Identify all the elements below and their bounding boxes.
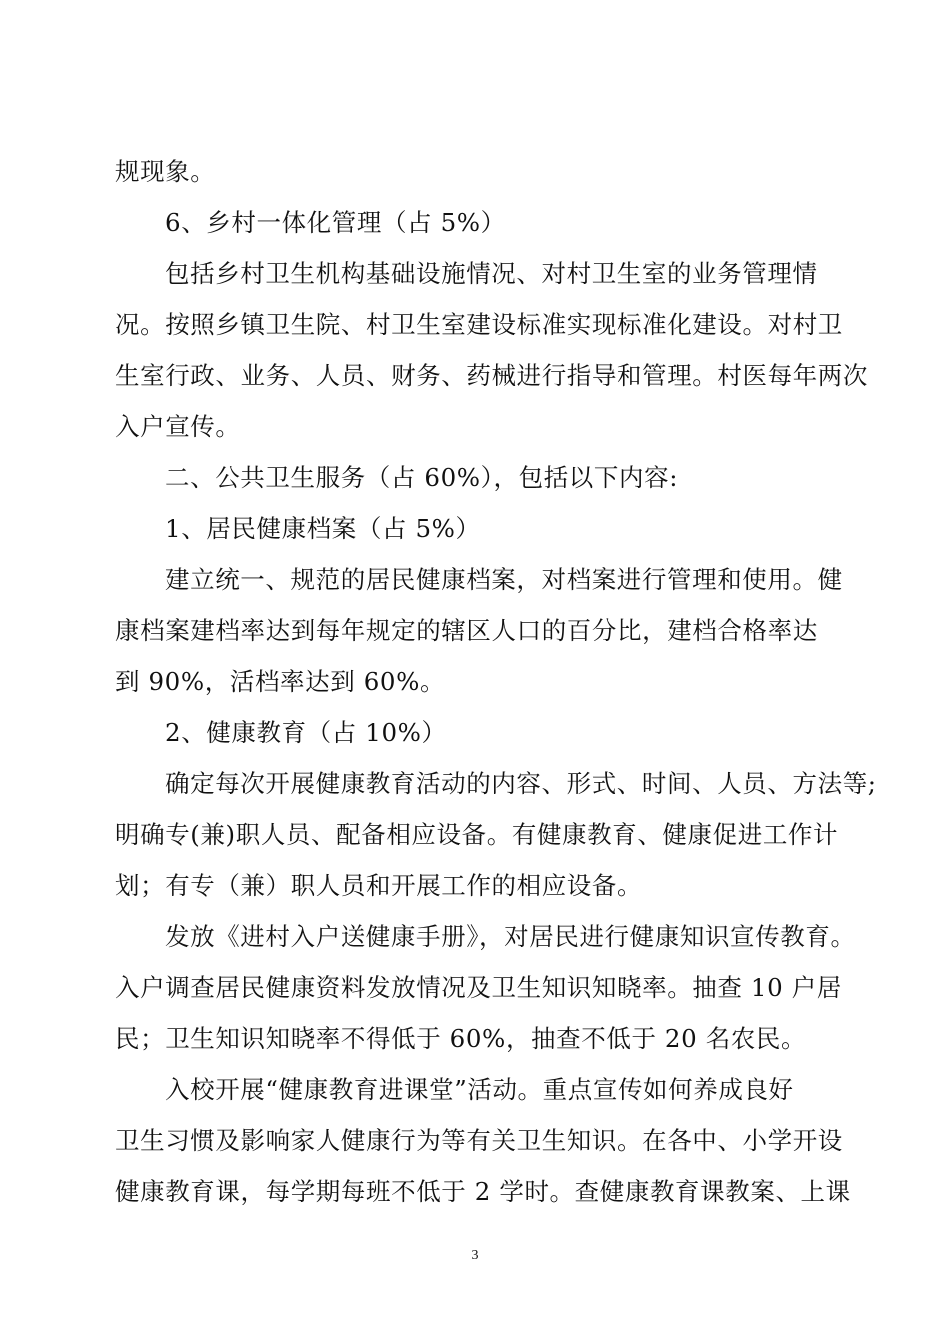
- text-line: 发放《进村入户送健康手册》，对居民进行健康知识宣传教育。: [165, 922, 856, 951]
- text-line: 卫生习惯及影响家人健康行为等有关卫生知识。在各中、小学开设: [115, 1126, 843, 1155]
- section-heading: 1、居民健康档案（占 5%）: [165, 514, 481, 543]
- section-heading: 二、公共卫生服务（占 60%），包括以下内容:: [165, 463, 679, 492]
- text-line: 健康教育课，每学期每班不低于 2 学时。查健康教育课教案、上课: [115, 1177, 851, 1206]
- text-line: 民；卫生知识知晓率不得低于 60%，抽查不低于 20 名农民。: [115, 1024, 807, 1053]
- text-line: 入户宣传。: [115, 412, 241, 441]
- section-heading: 2、健康教育（占 10%）: [165, 718, 447, 747]
- text-line: 划；有专（兼）职人员和开展工作的相应设备。: [115, 871, 643, 900]
- text-line: 确定每次开展健康教育活动的内容、形式、时间、人员、方法等;: [165, 769, 877, 798]
- section-heading: 6、乡村一体化管理（占 5%）: [165, 208, 506, 237]
- text-line: 建立统一、规范的居民健康档案，对档案进行管理和使用。健: [165, 565, 843, 594]
- text-line: 生室行政、业务、人员、财务、药械进行指导和管理。村医每年两次: [115, 361, 868, 390]
- page-number: 3: [471, 1248, 479, 1263]
- text-line: 包括乡村卫生机构基础设施情况、对村卫生室的业务管理情: [165, 259, 818, 288]
- text-line: 入户调查居民健康资料发放情况及卫生知识知晓率。抽查 10 户居: [115, 973, 842, 1002]
- text-line: 况。按照乡镇卫生院、村卫生室建设标准实现标准化建设。对村卫: [115, 310, 843, 339]
- text-line: 康档案建档率达到每年规定的辖区人口的百分比，建档合格率达: [115, 616, 818, 645]
- text-line: 规现象。: [115, 157, 216, 186]
- text-line: 到 90%，活档率达到 60%。: [115, 667, 446, 696]
- text-line: 入校开展“健康教育进课堂”活动。重点宣传如何养成良好: [165, 1075, 794, 1104]
- text-line: 明确专(兼)职人员、配备相应设备。有健康教育、健康促进工作计: [115, 820, 839, 849]
